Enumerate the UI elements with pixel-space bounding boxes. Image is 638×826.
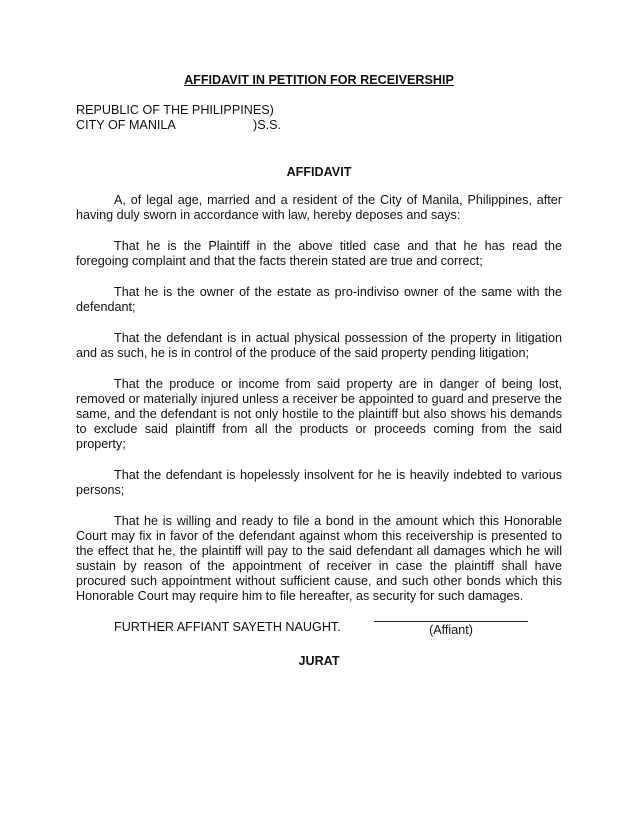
venue-ss: )S.S. [253,118,281,132]
signature-line [374,608,528,622]
affidavit-body [76,193,562,651]
paragraph-possession: That the defendant is in actual physical possession of the property in litigation and as such, he is in control of the produce of the said property pending litigation; [76,331,562,360]
venue-line-republic [76,103,274,118]
paragraph-intro: A, of legal age, married and a resident of the City of Manila, Philippines, after having duly sworn in accordance with law, hereby deposes and says: [76,193,562,222]
jurat-heading: JURAT [298,654,340,668]
paragraph-plaintiff: That he is the Plaintiff in the above titled case and that he has read the foregoing complaint and that the facts therein stated are true and correct; [76,239,562,268]
paragraph-owner: That he is the owner of the estate as pro-indiviso owner of the same with the defendant; [76,285,562,314]
affidavit-heading: AFFIDAVIT [286,165,352,179]
venue-line-city [76,118,281,133]
venue-city: CITY OF MANILA [76,118,176,132]
document-title: AFFIDAVIT IN PETITION FOR RECEIVERSHIP [184,73,454,87]
venue-republic: REPUBLIC OF THE PHILIPPINES) [76,103,274,117]
paragraph-insolvent: That the defendant is hopelessly insolvent for he is heavily indebted to various persons; [76,468,562,497]
venue-block [76,103,281,133]
paragraph-danger: That the produce or income from said property are in danger of being lost, removed or materially injured unless a receiver be appointed to guard and preserve the same, and the defendant is not only hostile to the plaintiff but also shows his demands to exclude said plaintiff from all the products or proceeds coming from the said property; [76,377,562,451]
paragraph-naught: FURTHER AFFIANT SAYETH NAUGHT. [114,620,341,634]
affiant-label: (Affiant) [429,623,473,637]
paragraph-bond: That he is willing and ready to file a bond in the amount which this Honorable Court may fix in favor of the defendant against whom this receivership is presented to the effect that he, the plaintiff will pay to the said defendant all damages which he will sustain by reason of the appointment of receiver in case the plaintiff shall have procured such appointment without sufficient cause, and such other bonds which this Honorable Court may require him to file hereafter, as security for such damages. [76,514,562,603]
